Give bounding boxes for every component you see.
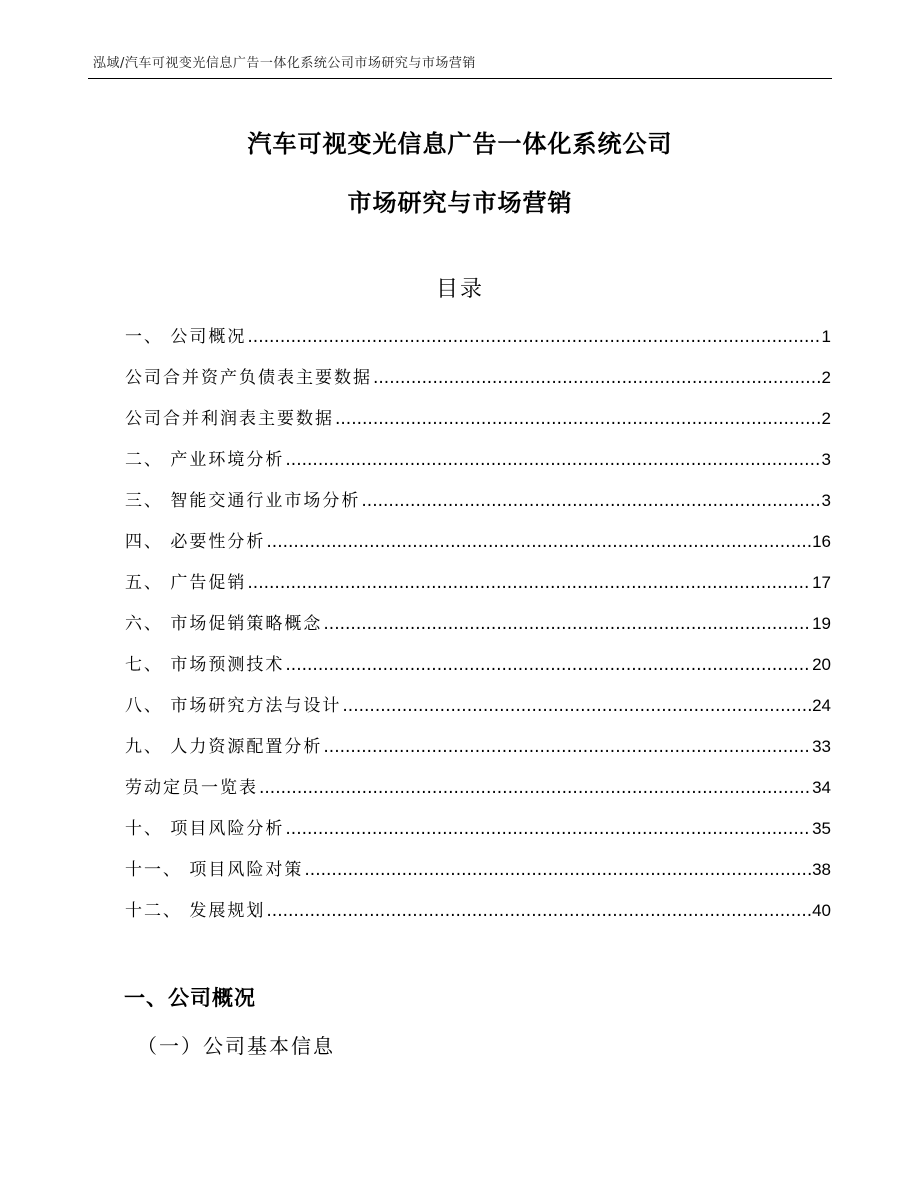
toc-entry-income-statement[interactable] bbox=[125, 404, 831, 445]
toc-dot-leader bbox=[361, 486, 820, 516]
toc-entry-page: 33 bbox=[812, 737, 831, 756]
toc-entry-page: 16 bbox=[812, 532, 831, 551]
toc-entry-label: 公司合并资产负债表主要数据 bbox=[125, 368, 372, 388]
toc-dot-leader bbox=[304, 855, 811, 885]
toc-entry-development-plan[interactable] bbox=[125, 896, 831, 937]
toc-entry-necessity-analysis[interactable] bbox=[125, 527, 831, 568]
toc-dot-leader bbox=[323, 732, 811, 762]
toc-dot-leader bbox=[285, 650, 811, 680]
toc-entry-forecast-techniques[interactable] bbox=[125, 650, 831, 691]
toc-entry-industry-environment[interactable] bbox=[125, 445, 831, 486]
toc-entry-balance-sheet[interactable] bbox=[125, 363, 831, 404]
toc-dot-leader bbox=[266, 896, 811, 926]
toc-entry-page: 20 bbox=[812, 655, 831, 674]
toc-entry-page: 17 bbox=[812, 573, 831, 592]
toc-entry-label: 九、 人力资源配置分析 bbox=[125, 737, 323, 757]
toc-entry-page: 35 bbox=[812, 819, 831, 838]
toc-entry-label: 八、 市场研究方法与设计 bbox=[125, 696, 342, 716]
toc-entry-label: 劳动定员一览表 bbox=[125, 778, 258, 798]
toc-entry-label: 三、 智能交通行业市场分析 bbox=[125, 491, 361, 511]
toc-entry-risk-countermeasures[interactable] bbox=[125, 855, 831, 896]
running-header: 泓域/汽车可视变光信息广告一体化系统公司市场研究与市场营销 bbox=[93, 56, 476, 71]
toc-entry-page: 3 bbox=[821, 450, 831, 469]
document-title-line-1: 汽车可视变光信息广告一体化系统公司 bbox=[247, 130, 673, 158]
toc-dot-leader bbox=[259, 773, 811, 803]
toc-entry-label: 二、 产业环境分析 bbox=[125, 450, 285, 470]
toc-entry-label: 公司合并利润表主要数据 bbox=[125, 409, 334, 429]
toc-dot-leader bbox=[373, 363, 821, 393]
toc-entry-label: 五、 广告促销 bbox=[125, 573, 247, 593]
toc-entry-page: 2 bbox=[821, 368, 831, 387]
toc-entry-page: 1 bbox=[821, 327, 831, 346]
toc-entry-page: 3 bbox=[821, 491, 831, 510]
toc-entry-risk-analysis[interactable] bbox=[125, 814, 831, 855]
toc-dot-leader bbox=[247, 568, 811, 598]
toc-entry-label: 一、 公司概况 bbox=[125, 327, 247, 347]
toc-entry-human-resources[interactable] bbox=[125, 732, 831, 773]
toc-entry-page: 38 bbox=[812, 860, 831, 879]
toc-entry-label: 十一、 项目风险对策 bbox=[125, 860, 304, 880]
toc-entry-advertising-promotion[interactable] bbox=[125, 568, 831, 609]
document-title-line-2: 市场研究与市场营销 bbox=[347, 189, 573, 217]
toc-entry-page: 24 bbox=[812, 696, 831, 715]
toc-entry-label: 六、 市场促销策略概念 bbox=[125, 614, 323, 634]
table-of-contents bbox=[125, 322, 831, 937]
subsection-heading: （一）公司基本信息 bbox=[137, 1034, 335, 1058]
toc-dot-leader bbox=[247, 322, 820, 352]
header-divider bbox=[88, 78, 832, 79]
toc-entry-staffing-table[interactable] bbox=[125, 773, 831, 814]
toc-entry-label: 四、 必要性分析 bbox=[125, 532, 266, 552]
toc-dot-leader bbox=[285, 445, 820, 475]
toc-entry-label: 七、 市场预测技术 bbox=[125, 655, 285, 675]
toc-entry-page: 34 bbox=[812, 778, 831, 797]
toc-entry-page: 2 bbox=[821, 409, 831, 428]
toc-dot-leader bbox=[323, 609, 811, 639]
toc-entry-research-methods[interactable] bbox=[125, 691, 831, 732]
toc-dot-leader bbox=[342, 691, 811, 721]
toc-entry-page: 19 bbox=[812, 614, 831, 633]
toc-dot-leader bbox=[266, 527, 811, 557]
section-heading: 一、公司概况 bbox=[124, 986, 256, 1010]
toc-entry-promotion-strategy[interactable] bbox=[125, 609, 831, 650]
toc-heading: 目录 bbox=[435, 277, 484, 302]
toc-entry-smart-traffic-market[interactable] bbox=[125, 486, 831, 527]
toc-entry-company-overview[interactable] bbox=[125, 322, 831, 363]
toc-entry-label: 十、 项目风险分析 bbox=[125, 819, 285, 839]
toc-entry-page: 40 bbox=[812, 901, 831, 920]
toc-entry-label: 十二、 发展规划 bbox=[125, 901, 266, 921]
toc-dot-leader bbox=[335, 404, 821, 434]
toc-dot-leader bbox=[285, 814, 811, 844]
